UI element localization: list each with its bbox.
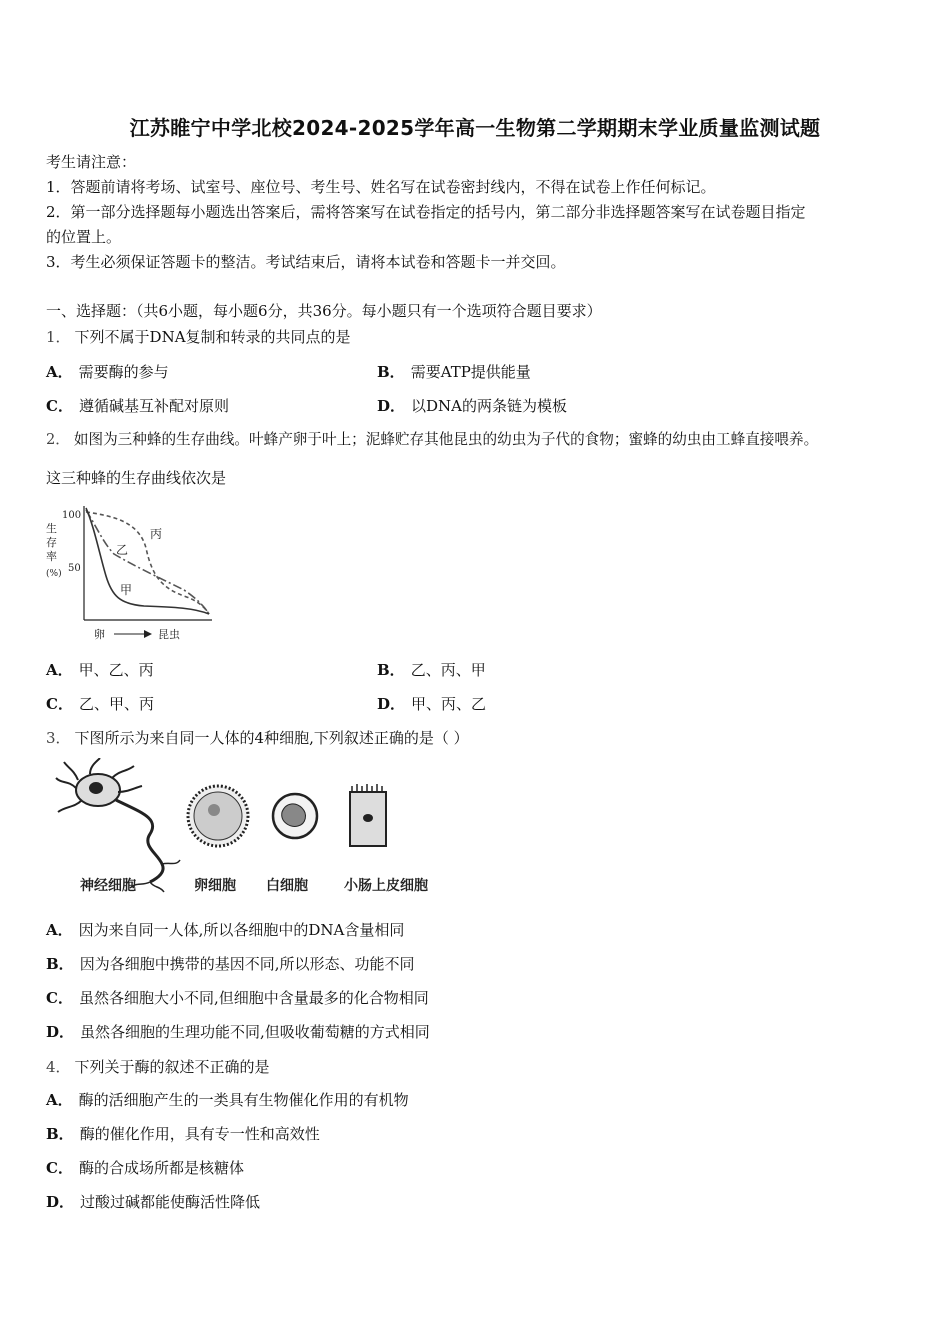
notice-item-2-cont: 的位置上。 bbox=[46, 228, 122, 246]
option-letter: A． bbox=[46, 661, 73, 679]
question-stem: 如图为三种蜂的生存曲线。叶蜂产卵于叶上；泥蜂贮存其他昆虫的幼虫为子代的食物；蜜蜂的幼虫由工蜂直接喂养。 bbox=[73, 431, 819, 448]
y-axis-label bbox=[46, 521, 62, 579]
question-stem: 下列关于酶的叙述不正确的是 bbox=[74, 1058, 270, 1076]
y-tick-100: 100 bbox=[62, 510, 82, 521]
option-letter: C． bbox=[46, 397, 73, 415]
question-number: 2． bbox=[46, 431, 70, 448]
y-axis-label-char-1: 生 bbox=[46, 522, 57, 535]
y-axis-label-char-3: 率 bbox=[46, 550, 57, 563]
q4-option-b[interactable] bbox=[46, 1124, 320, 1144]
y-axis-label-char-4: (%) bbox=[46, 569, 62, 579]
question-number: 3． bbox=[46, 729, 71, 747]
option-text: 以DNA的两条链为模板 bbox=[411, 397, 568, 415]
notice-item-2: 2．第一部分选择题每小题选出答案后，需将答案写在试卷指定的括号内，第二部分非选择题答案写在试卷题目指定 bbox=[46, 203, 806, 221]
survival-curve-figure bbox=[44, 496, 224, 646]
q4-option-d[interactable] bbox=[46, 1192, 260, 1212]
option-letter: B． bbox=[377, 363, 405, 381]
option-text: 酶的催化作用，具有专一性和高效性 bbox=[79, 1125, 320, 1143]
option-text: 需要酶的参与 bbox=[78, 363, 169, 381]
x-axis-arrow-head bbox=[144, 630, 152, 638]
option-text: 因为各细胞中携带的基因不同,所以形态、功能不同 bbox=[79, 955, 415, 973]
option-letter: A． bbox=[46, 1091, 73, 1109]
option-letter: A． bbox=[46, 363, 73, 381]
x-axis-label-left: 卵 bbox=[94, 628, 105, 641]
question-number: 1． bbox=[46, 328, 71, 346]
q2-option-d[interactable] bbox=[377, 694, 486, 714]
option-text: 乙、丙、甲 bbox=[410, 661, 486, 679]
curve-label-jia: 甲 bbox=[120, 583, 133, 597]
question-3 bbox=[46, 728, 469, 748]
option-letter: C． bbox=[46, 1159, 73, 1177]
cell-label-wbc: 白细胞 bbox=[266, 878, 308, 894]
question-stem: 下图所示为来自同一人体的4种细胞,下列叙述正确的是（ ） bbox=[74, 729, 469, 747]
option-letter: D． bbox=[377, 695, 406, 713]
q4-option-c[interactable] bbox=[46, 1158, 244, 1178]
option-letter: D． bbox=[46, 1023, 75, 1041]
curve-yi bbox=[86, 510, 209, 614]
intestinal-cell-drawing bbox=[350, 784, 386, 846]
cell-label-neuron: 神经细胞 bbox=[80, 878, 136, 894]
q3-option-a[interactable] bbox=[46, 920, 404, 940]
option-text: 酶的合成场所都是核糖体 bbox=[78, 1159, 244, 1177]
question-1 bbox=[46, 327, 351, 347]
option-text: 过酸过碱都能使酶活性降低 bbox=[80, 1193, 261, 1211]
option-letter: C． bbox=[46, 695, 73, 713]
option-text: 需要ATP提供能量 bbox=[410, 363, 531, 381]
option-letter: A． bbox=[46, 921, 73, 939]
option-letter: D． bbox=[377, 397, 406, 415]
option-letter: B． bbox=[46, 1125, 74, 1143]
curve-bing bbox=[86, 512, 209, 614]
q1-option-d[interactable] bbox=[377, 396, 567, 416]
question-4 bbox=[46, 1057, 270, 1077]
curve-label-yi: 乙 bbox=[116, 543, 129, 557]
cell-label-egg: 卵细胞 bbox=[194, 878, 236, 894]
y-axis-label-char-2: 存 bbox=[46, 536, 57, 549]
option-letter: B． bbox=[377, 661, 405, 679]
option-text: 乙、甲、丙 bbox=[78, 695, 154, 713]
option-text: 因为来自同一人体,所以各细胞中的DNA含量相同 bbox=[78, 921, 405, 939]
y-tick-50: 50 bbox=[68, 563, 81, 574]
q1-option-c[interactable] bbox=[46, 396, 229, 416]
option-letter: C． bbox=[46, 989, 73, 1007]
notice-item-1: 1．答题前请将考场、试室号、座位号、考生号、姓名写在试卷密封线内，不得在试卷上作任何标记。 bbox=[46, 178, 716, 196]
q2-option-b[interactable] bbox=[377, 660, 486, 680]
q1-option-b[interactable] bbox=[377, 362, 531, 382]
option-text: 酶的活细胞产生的一类具有生物催化作用的有机物 bbox=[78, 1091, 409, 1109]
option-letter: D． bbox=[46, 1193, 75, 1211]
q3-option-d[interactable] bbox=[46, 1022, 430, 1042]
option-letter: B． bbox=[46, 955, 74, 973]
option-text: 甲、乙、丙 bbox=[78, 661, 154, 679]
curve-jia bbox=[86, 508, 209, 614]
notice-item-3: 3．考生必须保证答题卡的整洁。考试结束后，请将本试卷和答题卡一并交回。 bbox=[46, 253, 566, 271]
option-text: 甲、丙、乙 bbox=[411, 695, 487, 713]
cells-figure bbox=[50, 758, 460, 898]
q3-option-c[interactable] bbox=[46, 988, 429, 1008]
q2-option-a[interactable] bbox=[46, 660, 154, 680]
question-stem: 下列不属于DNA复制和转录的共同点的是 bbox=[74, 328, 351, 346]
section-heading: 一、选择题：（共6小题，每小题6分，共36分。每小题只有一个选项符合题目要求） bbox=[46, 302, 602, 320]
question-2-stem-cont: 这三种蜂的生存曲线依次是 bbox=[46, 469, 227, 487]
egg-cell-drawing bbox=[188, 786, 248, 846]
curve-label-bing: 丙 bbox=[150, 527, 163, 541]
question-2 bbox=[46, 430, 818, 450]
q2-option-c[interactable] bbox=[46, 694, 154, 714]
x-axis-label-right: 昆虫 bbox=[158, 628, 180, 641]
q3-option-b[interactable] bbox=[46, 954, 414, 974]
option-text: 虽然各细胞大小不同,但细胞中含量最多的化合物相同 bbox=[78, 989, 429, 1007]
option-text: 虽然各细胞的生理功能不同,但吸收葡萄糖的方式相同 bbox=[80, 1023, 430, 1041]
notice-heading: 考生请注意： bbox=[46, 153, 137, 171]
q4-option-a[interactable] bbox=[46, 1090, 409, 1110]
white-blood-cell-drawing bbox=[273, 794, 317, 838]
neuron-cell-drawing bbox=[56, 758, 180, 892]
cell-label-intestinal: 小肠上皮细胞 bbox=[344, 878, 428, 894]
page-title: 江苏睢宁中学北校2024-2025学年高一生物第二学期期末学业质量监测试题 bbox=[129, 116, 821, 140]
option-text: 遵循碱基互补配对原则 bbox=[78, 397, 229, 415]
q1-option-a[interactable] bbox=[46, 362, 169, 382]
question-number: 4． bbox=[46, 1058, 71, 1076]
